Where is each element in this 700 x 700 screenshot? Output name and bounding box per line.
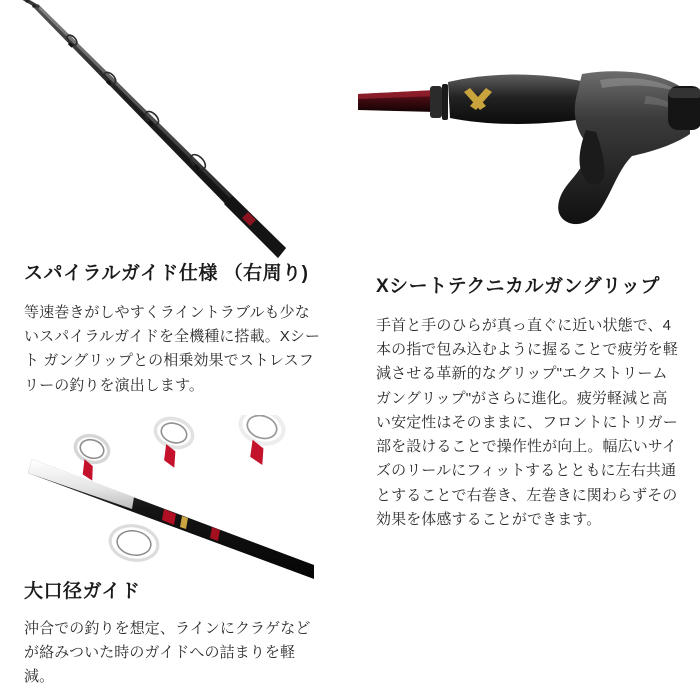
gun-grip-body: 手首と手のひらが真っ直ぐに近い状態で、4本の指で包み込むように握ることで疲労を軽減させる革新的なグリップ"エクストリームガングリップ"がさらに進化。疲労軽減と高い安定性はそのままに、フロントにトリガー部を設けることで操作性が向上。幅広いサイズのリールにフィットするとともに左右共通とすることで右巻き、左巻きに関わらずその効果を体感することができます。 [376, 316, 679, 529]
spiral-guide-heading: スパイラルガイド仕様 （右周り) [24, 263, 309, 284]
large-diameter-guide-photo [14, 415, 334, 580]
large-guide-body: 沖合での釣りを想定、ラインにクラゲなどが絡みついた時のガイドへの詰まりを軽減。 [24, 619, 311, 686]
rod-illustration [0, 0, 350, 258]
large-guide-heading: 大口径ガイド [24, 581, 141, 602]
guide-illustration [14, 415, 334, 580]
spiral-guide-rod-photo [0, 0, 350, 258]
spiral-guide-body: 等速巻きがしやすくライントラブルも少ないスパイラルガイドを全機種に搭載。Xシート ガングリップとの相乗効果でストレスフリーの釣りを演出します。 [24, 303, 321, 394]
large-guide-section [24, 580, 324, 690]
gun-grip-section [376, 275, 681, 532]
grip-illustration [350, 60, 700, 260]
spiral-guide-section [24, 262, 324, 398]
gun-grip-heading: Xシートテクニカルガングリップ [376, 276, 660, 297]
x-seat-gun-grip-photo [350, 60, 700, 260]
